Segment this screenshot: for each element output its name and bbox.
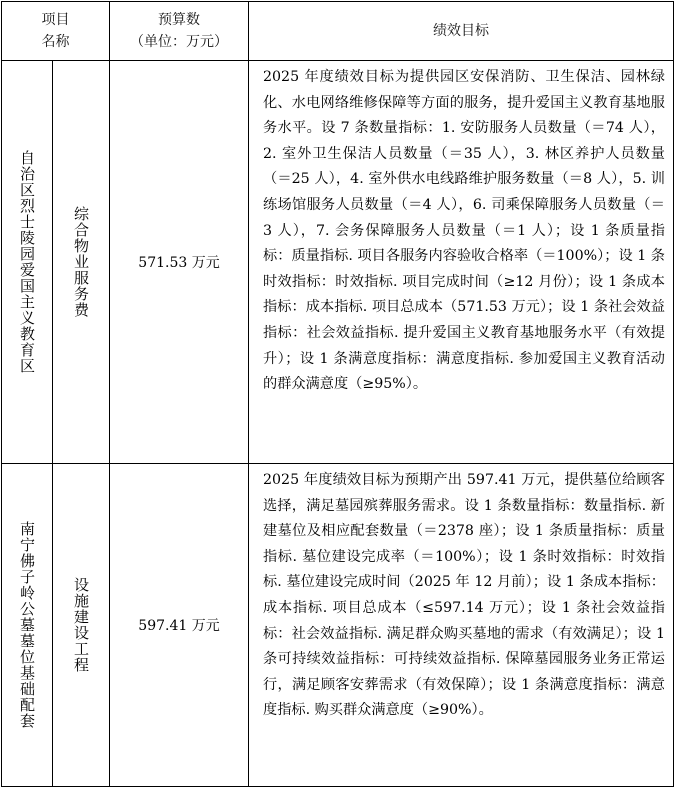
header-project-name-line2: 名称: [41, 34, 70, 50]
header-project-name-line1: 项目: [41, 12, 70, 28]
project-name-cell: [53, 61, 110, 464]
table-row: [2, 61, 674, 464]
table-header-row: [2, 2, 674, 61]
header-performance-goal: 绩效目标: [249, 2, 674, 61]
project-name-cell: [53, 464, 110, 787]
project-name: 综合物业服务费: [72, 206, 90, 318]
unit-name: 南宁佛子岭公墓墓位基础配套: [18, 521, 36, 729]
budget-amount: 597.41 万元: [110, 464, 249, 787]
header-budget-unit: （单位：万元）: [130, 34, 228, 50]
table-row: [2, 464, 674, 787]
unit-name-cell: [2, 61, 53, 464]
performance-goal-text: 2025 年度绩效目标为预期产出 597.41 万元，提供墓位给顾客选择，满足墓园殡葬服务需求。设 1 条数量指标：数量指标. 新建墓位及相应配套数量（＝2378 座）；设 1 条质量指标：质量指标. 墓位建设完成率（＝100%）；设 1 条时效指标：时效指标. 墓位建设完成时间（2025 年 12 月前）；设 1 条成本指标：成本指标. 项目总成本（≤597.14 万元）；设 1 条社会效益指标：社会效益指标. 满足群众购买墓地的需求（有效满足）；设 1 条可持续效益指标：可持续效益指标. 保障墓园服务业务正常运行，满足顾客安葬需求（有效保障）；设 1 条满意度指标：满意度指标. 购买群众满意度（≥90%）。: [249, 464, 674, 787]
performance-budget-table: [1, 1, 674, 787]
unit-name-cell: [2, 464, 53, 787]
header-budget-line1: 预算数: [158, 12, 200, 28]
header-budget: [110, 2, 249, 61]
performance-goal-text: 2025 年度绩效目标为提供园区安保消防、卫生保洁、园林绿化、水电网络维修保障等方面的服务，提升爱国主义教育基地服务水平。设 7 条数量指标：1. 安防服务人员数量（＝74 人），2. 室外卫生保洁人员数量（＝35 人），3. 林区养护人员数量（＝25 人），4. 室外供水电线路维护服务数量（＝8 人），5. 训练场馆服务人员数量（＝4 人），6. 司乘保障服务人员数量（＝3 人），7. 会务保障服务人员数量（＝1 人）；设 1 条质量指标：质量指标. 项目各服务内容验收合格率（＝100%）；设 1 条时效指标：时效指标. 项目完成时间（≥12 月份）；设 1 条成本指标：成本指标. 项目总成本（571.53 万元）；设 1 条社会效益指标：社会效益指标. 提升爱国主义教育基地服务水平（有效提升）；设 1 条满意度指标：满意度指标. 参加爱国主义教育活动的群众满意度（≥95%）。: [249, 61, 674, 464]
project-name: 设施建设工程: [72, 577, 90, 673]
budget-amount: 571.53 万元: [110, 61, 249, 464]
unit-name: 自治区烈士陵园爱国主义教育区: [18, 150, 36, 374]
header-project-name: [2, 2, 110, 61]
